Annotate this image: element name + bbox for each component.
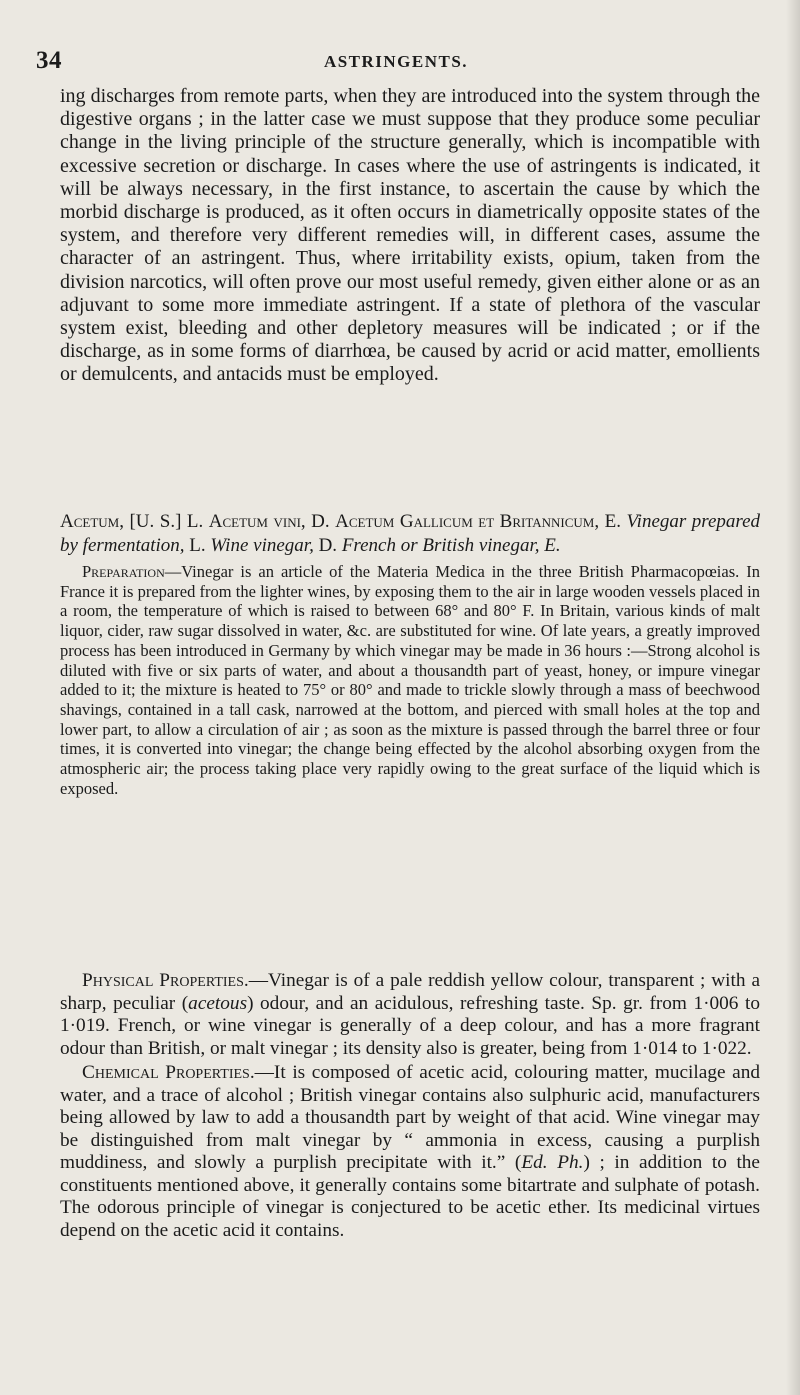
entry-desc-wine-vinegar: Wine vinegar, bbox=[210, 535, 314, 556]
physical-properties-text-a: —Vinegar is of a pale reddish yellow colour, transparent ; with a sharp, peculiar ( bbox=[60, 970, 761, 1014]
entry-desc-french-british: French or British vinegar, E. bbox=[341, 535, 561, 556]
entry-ref-l: L. bbox=[184, 535, 211, 556]
entry-desc-vinegar-fermentation: Vinegar prepared by fermentation, bbox=[60, 511, 761, 556]
chemical-properties-italic: Ed. Ph. bbox=[521, 1152, 584, 1173]
preparation-heading: Preparation bbox=[82, 562, 165, 581]
entry-name-acetum-vini: Acetum vini, bbox=[208, 511, 306, 532]
physical-properties-heading: Physical Properties. bbox=[82, 970, 249, 991]
preparation-section bbox=[60, 562, 760, 804]
entry-title bbox=[60, 510, 760, 558]
physical-properties-text-b: ) odour, and an acidulous, refreshing taste. Sp. gr. from 1·006 to 1·019. French, or wine vinegar is generally of a deep colour, and has a more fragrant odour than British, or malt vinegar ; its density also is greater, being from 1·014 to 1·022. bbox=[60, 992, 760, 1059]
entry-ref-d2: D. bbox=[313, 535, 342, 556]
entry-ref-e: E. bbox=[599, 511, 627, 532]
chemical-properties-paragraph bbox=[60, 1062, 760, 1242]
page-edge-shadow bbox=[786, 0, 800, 1395]
page-header bbox=[36, 47, 756, 79]
intro-paragraph bbox=[60, 85, 760, 387]
physical-properties-italic: acetous bbox=[188, 992, 248, 1014]
page-number: 34 bbox=[36, 47, 62, 74]
chemical-properties-heading: Chemical Properties. bbox=[82, 1062, 255, 1083]
physical-properties-paragraph bbox=[60, 970, 760, 1060]
entry-heading bbox=[60, 510, 760, 558]
preparation-text: —Vinegar is an article of the Materia Medica in the three British Pharmacopœias. In France it is prepared from the lighter wines, by exposing them to the air in large wooden vessels placed in a room, the temperature of which is raised to between 68° and 80° F. In Britain, various kinds of malt liquor, cider, raw sugar dissolved in water, &c. are substituted for wine. Of late years, a greatly improved process has been introduced in Germany by which vinegar may be made in 36 hours :—Strong alcohol is diluted with five or six parts of water, and about a thousandth part of yeast, honey, or impure vinegar added to it; the mixture is heated to 75° or 80° and made to trickle slowly through a mass of beechwood shavings, contained in a tall cask, narrowed at the bottom, and pierced with small holes at the top and lower part, to allow a circulation of air ; as soon as the mixture is passed through the barrel three or four times, it is converted into vinegar; the change being effected by the alcohol absorbing oxygen from the atmospheric air; the process taking place very rapidly owing to the great surface of the liquid which is exposed. bbox=[60, 562, 760, 798]
properties-section bbox=[60, 970, 760, 1244]
chemical-properties-text-b: ) ; in addition to the constituents mentioned above, it generally contains some bitartrate and sulphate of potash. The odorous principle of vinegar is conjectured to be acetic ether. Its medicinal virtues depend on the acetic acid it contains. bbox=[60, 1152, 760, 1241]
entry-ref-us-l: [U. S.] L. bbox=[123, 511, 209, 532]
running-head: ASTRINGENTS. bbox=[323, 52, 469, 71]
entry-ref-d: D. bbox=[305, 511, 336, 532]
entry-name-acetum: Acetum, bbox=[60, 511, 124, 532]
entry-name-acetum-gallicum: Acetum Gallicum et Britannicum, bbox=[335, 511, 600, 532]
preparation-paragraph bbox=[60, 562, 760, 798]
chemical-properties-text-a: —It is composed of acetic acid, colouring matter, mucilage and water, and a trace of alcohol ; British vinegar contains also sulphuric acid, manufacturers being allowed by law to add a thousandth part by weight of that acid. Wine vinegar may be distinguished from malt vinegar by “ ammonia in excess, causing a purplish muddiness, and slowly a purplish precipitate with it.” ( bbox=[60, 1062, 760, 1173]
paragraph-text: ing discharges from remote parts, when they are introduced into the system through the digestive organs ; in the latter case we must suppose that they produce some peculiar change in the living principle of the structure generally, which is incompatible with excessive secretion or discharge. In cases where the use of astringents is indicated, it will be always necessary, in the first instance, to ascertain the cause by which the morbid discharge is produced, as it often occurs in diametrically opposite states of the system, and therefore very different remedies will, in different cases, assume the character of an astringent. Thus, where irritability exists, opium, taken from the division narcotics, will often prove our most useful remedy, given either alone or as an adjuvant to some more immediate astringent. If a state of plethora of the vascular system exist, bleeding and other depletory measures will be indicated ; or if the discharge, as in some forms of diarrhœa, be caused by acrid or acid matter, emollients or demulcents, and antacids must be employed. bbox=[60, 85, 760, 386]
